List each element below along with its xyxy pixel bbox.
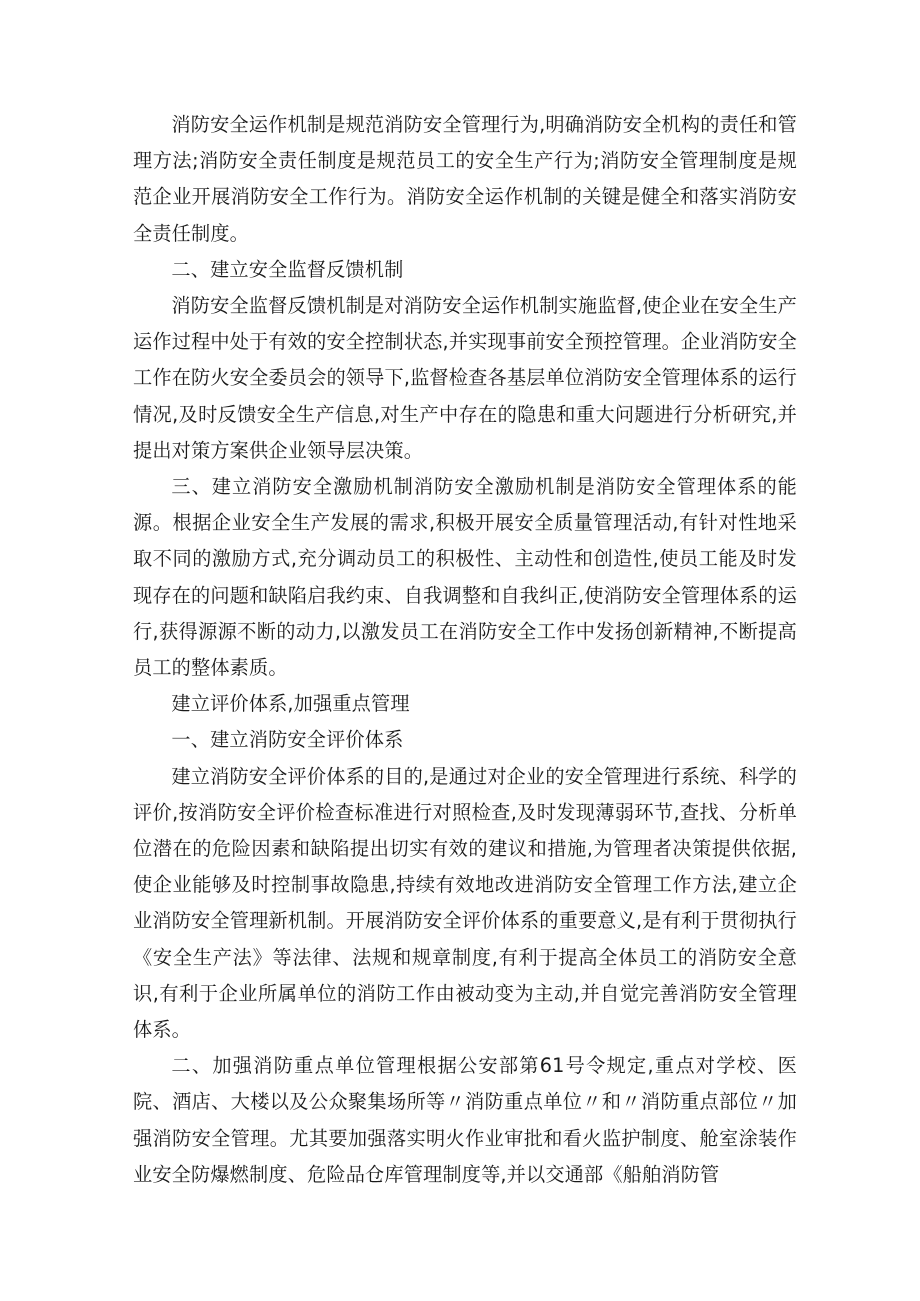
- heading-safety-evaluation: 一、建立消防安全评价体系: [171, 728, 404, 752]
- heading-supervision-feedback: 二、建立安全监督反馈机制: [171, 257, 404, 281]
- paragraph-incentive-mechanism: 三、建立消防安全激励机制消防安全激励机制是消防安全管理体系的能源。根据企业安全生产发展的需求,积极开展安全质量管理活动,有针对性地采取不同的激励方式,充分调动员工的积极性、主动性和创造性,使员工能及时发现存在的问题和缺陷启我约束、自我调整和自我纠正,使消防安全管理体系的运行,获得源源不断的动力,以激发员工在消防安全工作中发扬创新精神,不断提高员工的整体素质。: [133, 475, 797, 680]
- paragraph-safety-evaluation: 建立消防安全评价体系的目的,是通过对企业的安全管理进行系统、科学的评价,按消防安全评价检查标准进行对照检查,及时发现薄弱环节,查找、分析单位潜在的危险因素和缺陷提出切实有效的建议和措施,为管理者决策提供依据,使企业能够及时控制事故隐患,持续有效地改进消防安全管理工作方法,建立企业消防安全管理新机制。开展消防安全评价体系的重要意义,是有利于贯彻执行《安全生产法》等法律、法规和规章制度,有利于提高全体员工的消防安全意识,有利于企业所属单位的消防工作由被动变为主动,并自觉完善消防安全管理体系。: [133, 764, 797, 1042]
- paragraph-supervision-feedback: 消防安全监督反馈机制是对消防安全运作机制实施监督,使企业在安全生产运作过程中处于有效的安全控制状态,并实现事前安全预控管理。企业消防安全工作在防火安全委员会的领导下,监督检查各基层单位消防安全管理体系的运行情况,及时反馈安全生产信息,对生产中存在的隐患和重大问题进行分析研究,并提出对策方案供企业领导层决策。: [133, 294, 797, 462]
- heading-evaluation-system: 建立评价体系,加强重点管理: [171, 692, 410, 716]
- document-body: [133, 107, 797, 1193]
- paragraph-operating-mechanism: 消防安全运作机制是规范消防安全管理行为,明确消防安全机构的责任和管理方法;消防安全责任制度是规范员工的安全生产行为;消防安全管理制度是规范企业开展消防安全工作行为。消防安全运作机制的关键是健全和落实消防安全责任制度。: [133, 113, 797, 245]
- paragraph-key-unit-management: 二、加强消防重点单位管理根据公安部第61号令规定,重点对学校、医院、酒店、大楼以及公众聚集场所等〃消防重点单位〃和〃消防重点部位〃加强消防安全管理。尤其要加强落实明火作业审批和看火监护制度、舱室涂装作业安全防爆燃制度、危险品仓库管理制度等,并以交通部《船舶消防管: [133, 1054, 797, 1186]
